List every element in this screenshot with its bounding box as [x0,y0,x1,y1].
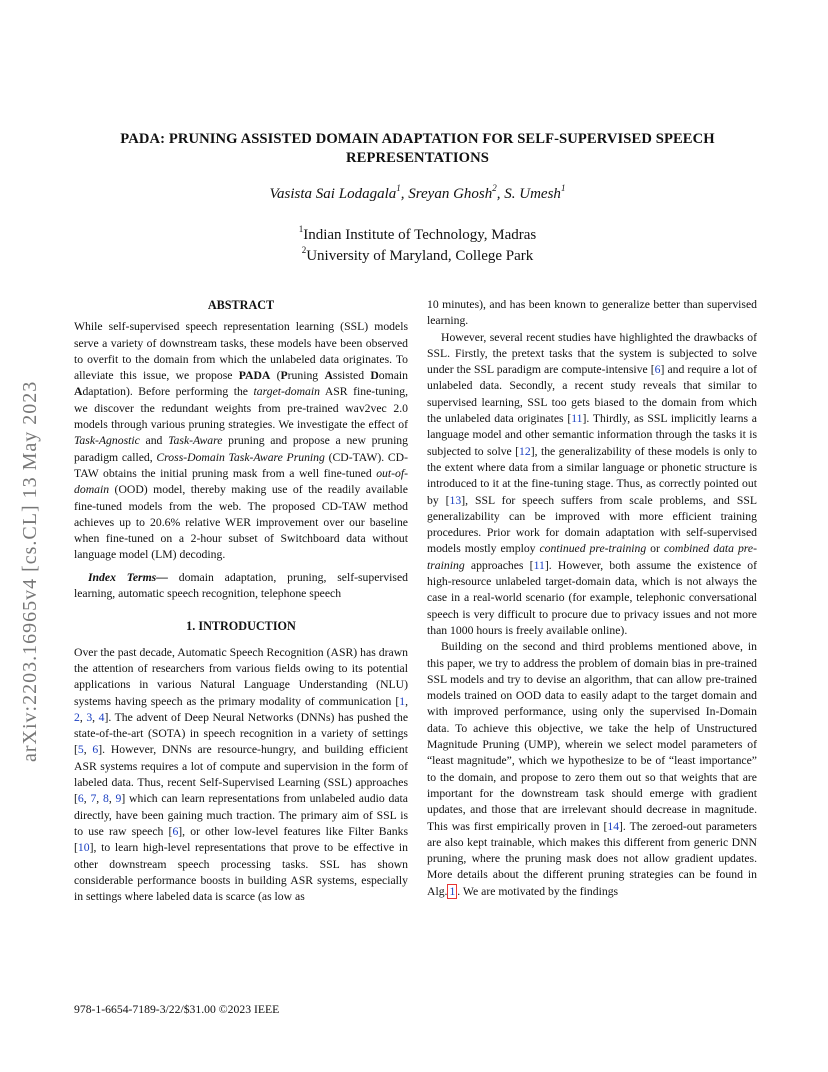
intro-paragraph-1-continued: 10 minutes), and has been known to generalize better than supervised learning. [427,298,757,328]
paper-title: PADA: PRUNING ASSISTED DOMAIN ADAPTATION FOR SELF-SUPERVISED SPEECH REPRESENTATIONS [120,131,715,166]
affiliation-mark: 2 [301,245,307,255]
index-terms-label: Index Terms— [88,570,168,584]
affiliation-name: Indian Institute of Technology, Madras [303,227,537,243]
abstract-text: While self-supervised speech representation learning (SSL) models serve a variety of downstream tasks, these models have been observed to overfit to the domain from which the unlabeled data originates. To alleviate this issue, we propose PADA (Pruning Assisted Domain Adaptation). Before performing the target-domain ASR fine-tuning, we discover the redundant weights from pre-trained wav2vec 2.0 models through various pruning strategies. We investigate the effect of Task-Agnostic and Task-Aware pruning and propose a new pruning paradigm called, Cross-Domain Task-Aware Pruning (CD-TAW). CD-TAW obtains the initial pruning mask from a well fine-tuned out-of-domain (OOD) model, thereby making use of the readily available fine-tuned models from the web. The proposed CD-TAW method achieves up to 20.6% relative WER improvement over our baseline when fine-tuned on a 2-hour subset of Switchboard data without language model (LM) decoding. [74,320,409,562]
affiliation-name: University of Maryland, College Park [306,248,534,264]
abstract-heading: ABSTRACT [207,298,275,312]
affiliation-line [75,225,760,246]
author-list: Vasista Sai Lodagala$^1$, Sreyan Ghosh$^2$, S. Umesh$^1$ [269,183,566,202]
left-column [74,297,408,905]
author-affiliation-mark: 1 [560,183,566,193]
right-column [427,297,757,900]
author-name: S. Umesh [504,186,561,202]
intro-paragraph-1: Over the past decade, Automatic Speech Recognition (ASR) has drawn the attention of researchers from various fields owing to its potential applications in various Natural Language Understanding (NLU) systems having speech as the primary modality of communication [1, 2, 3, 4]. The advent of Deep Neural Networks (DNNs) has pushed the state-of-the-art (SOTA) in speech recognition in a variety of settings [5, 6]. However, DNNs are resource-hungry, and building efficient ASR systems requires a lot of compute and supervision in the form of labeled data. Thus, recent Self-Supervised Learning (SSL) approaches [6, 7, 8, 9] which can learn representations from unlabeled audio data directly, have been gaining much traction. The primary aim of SSL is to use raw speech [6], or other low-level features like Filter Banks [10], to learn high-level representations that prove to be effective in other downstream speech processing tasks. SSL has shown considerable performance boosts in building ASR systems, especially in settings where labeled data is scarce (as low as [74,645,409,904]
author-name: Sreyan Ghosh [408,186,493,202]
author-affiliation-mark: 1 [396,183,401,193]
intro-paragraph-3: Building on the second and third problems mentioned above, in this paper, we try to address the problem of domain bias in pre-trained SSL models and try to devise an algorithm, that can allow pre-trained models trained on OOD data to easily adapt to the target domain and with improved performance, using only the supervised In-Domain data. To achieve this objective, we take the help of Unstructured Magnitude Pruning (UMP), wherein we select model parameters of “least magnitude”, which we hypothesize to be of “least importance” to the domain, and propose to zero them out so that weights that are important for the downstream task should emerge with gradient updates, and those that are irrelevant should decrease in magnitude. This was first empirically proven in [14]. The zeroed-out parameters are also kept trainable, which makes this different from generic DNN pruning, where the pruning mask does not allow gradient updates. More details about the different pruning strategies can be found in Alg. 1 . We are motivated by the findings [427,640,757,898]
copyright-footer: 978-1-6654-7189-3/22/$31.00 ©2023 IEEE [74,1003,280,1016]
introduction-heading: 1. INTRODUCTION [186,619,296,634]
affiliations [75,225,760,267]
author-name: Vasista Sai Lodagala [269,186,397,202]
author-affiliation-mark: 2 [492,183,497,193]
arxiv-identifier: arXiv:2203.16965v4 [cs.CL] 13 May 2023 [19,380,41,762]
index-terms [74,570,408,603]
index-terms-text: domain adaptation, pruning, self-supervised learning, automatic speech recognition, telephone speech [74,570,408,601]
affiliation-mark: 1 [298,224,304,234]
affiliation-line [75,246,760,267]
intro-paragraph-2: However, several recent studies have highlighted the drawbacks of SSL. Firstly, the pretext tasks that the system is subjected to solve under the SSL paradigm are compute-intensive [6] and require a lot of unlabeled data. Secondly, a recent study reveals that similar to supervised learning, SSL too gets biased to the domain from which the unlabeled data originates [11]. Thirdly, as SSL implicitly learns a language model and other semantic information through the tasks it is subjected to solve [12], the generalizability of these models is only to the extent where data from a similar language or phonetic structure is introduced to it at the fine-tuning stage. Thus, as correctly pointed out by [13], SSL for speech suffers from scale problems, and SSL generalizability can be improved with more efficient training procedures. Prior work for domain adaptation with self-supervised models mostly employ continued pre-training or combined data pre-training approaches [11]. However, both assume the existence of high-resource unlabeled target-domain data, which is not always the case in a real-world scenario (for example, telephonic conversational speech is very difficult to procure due to privacy issues and not more than 1000 hours is freely available online). [427,330,757,637]
